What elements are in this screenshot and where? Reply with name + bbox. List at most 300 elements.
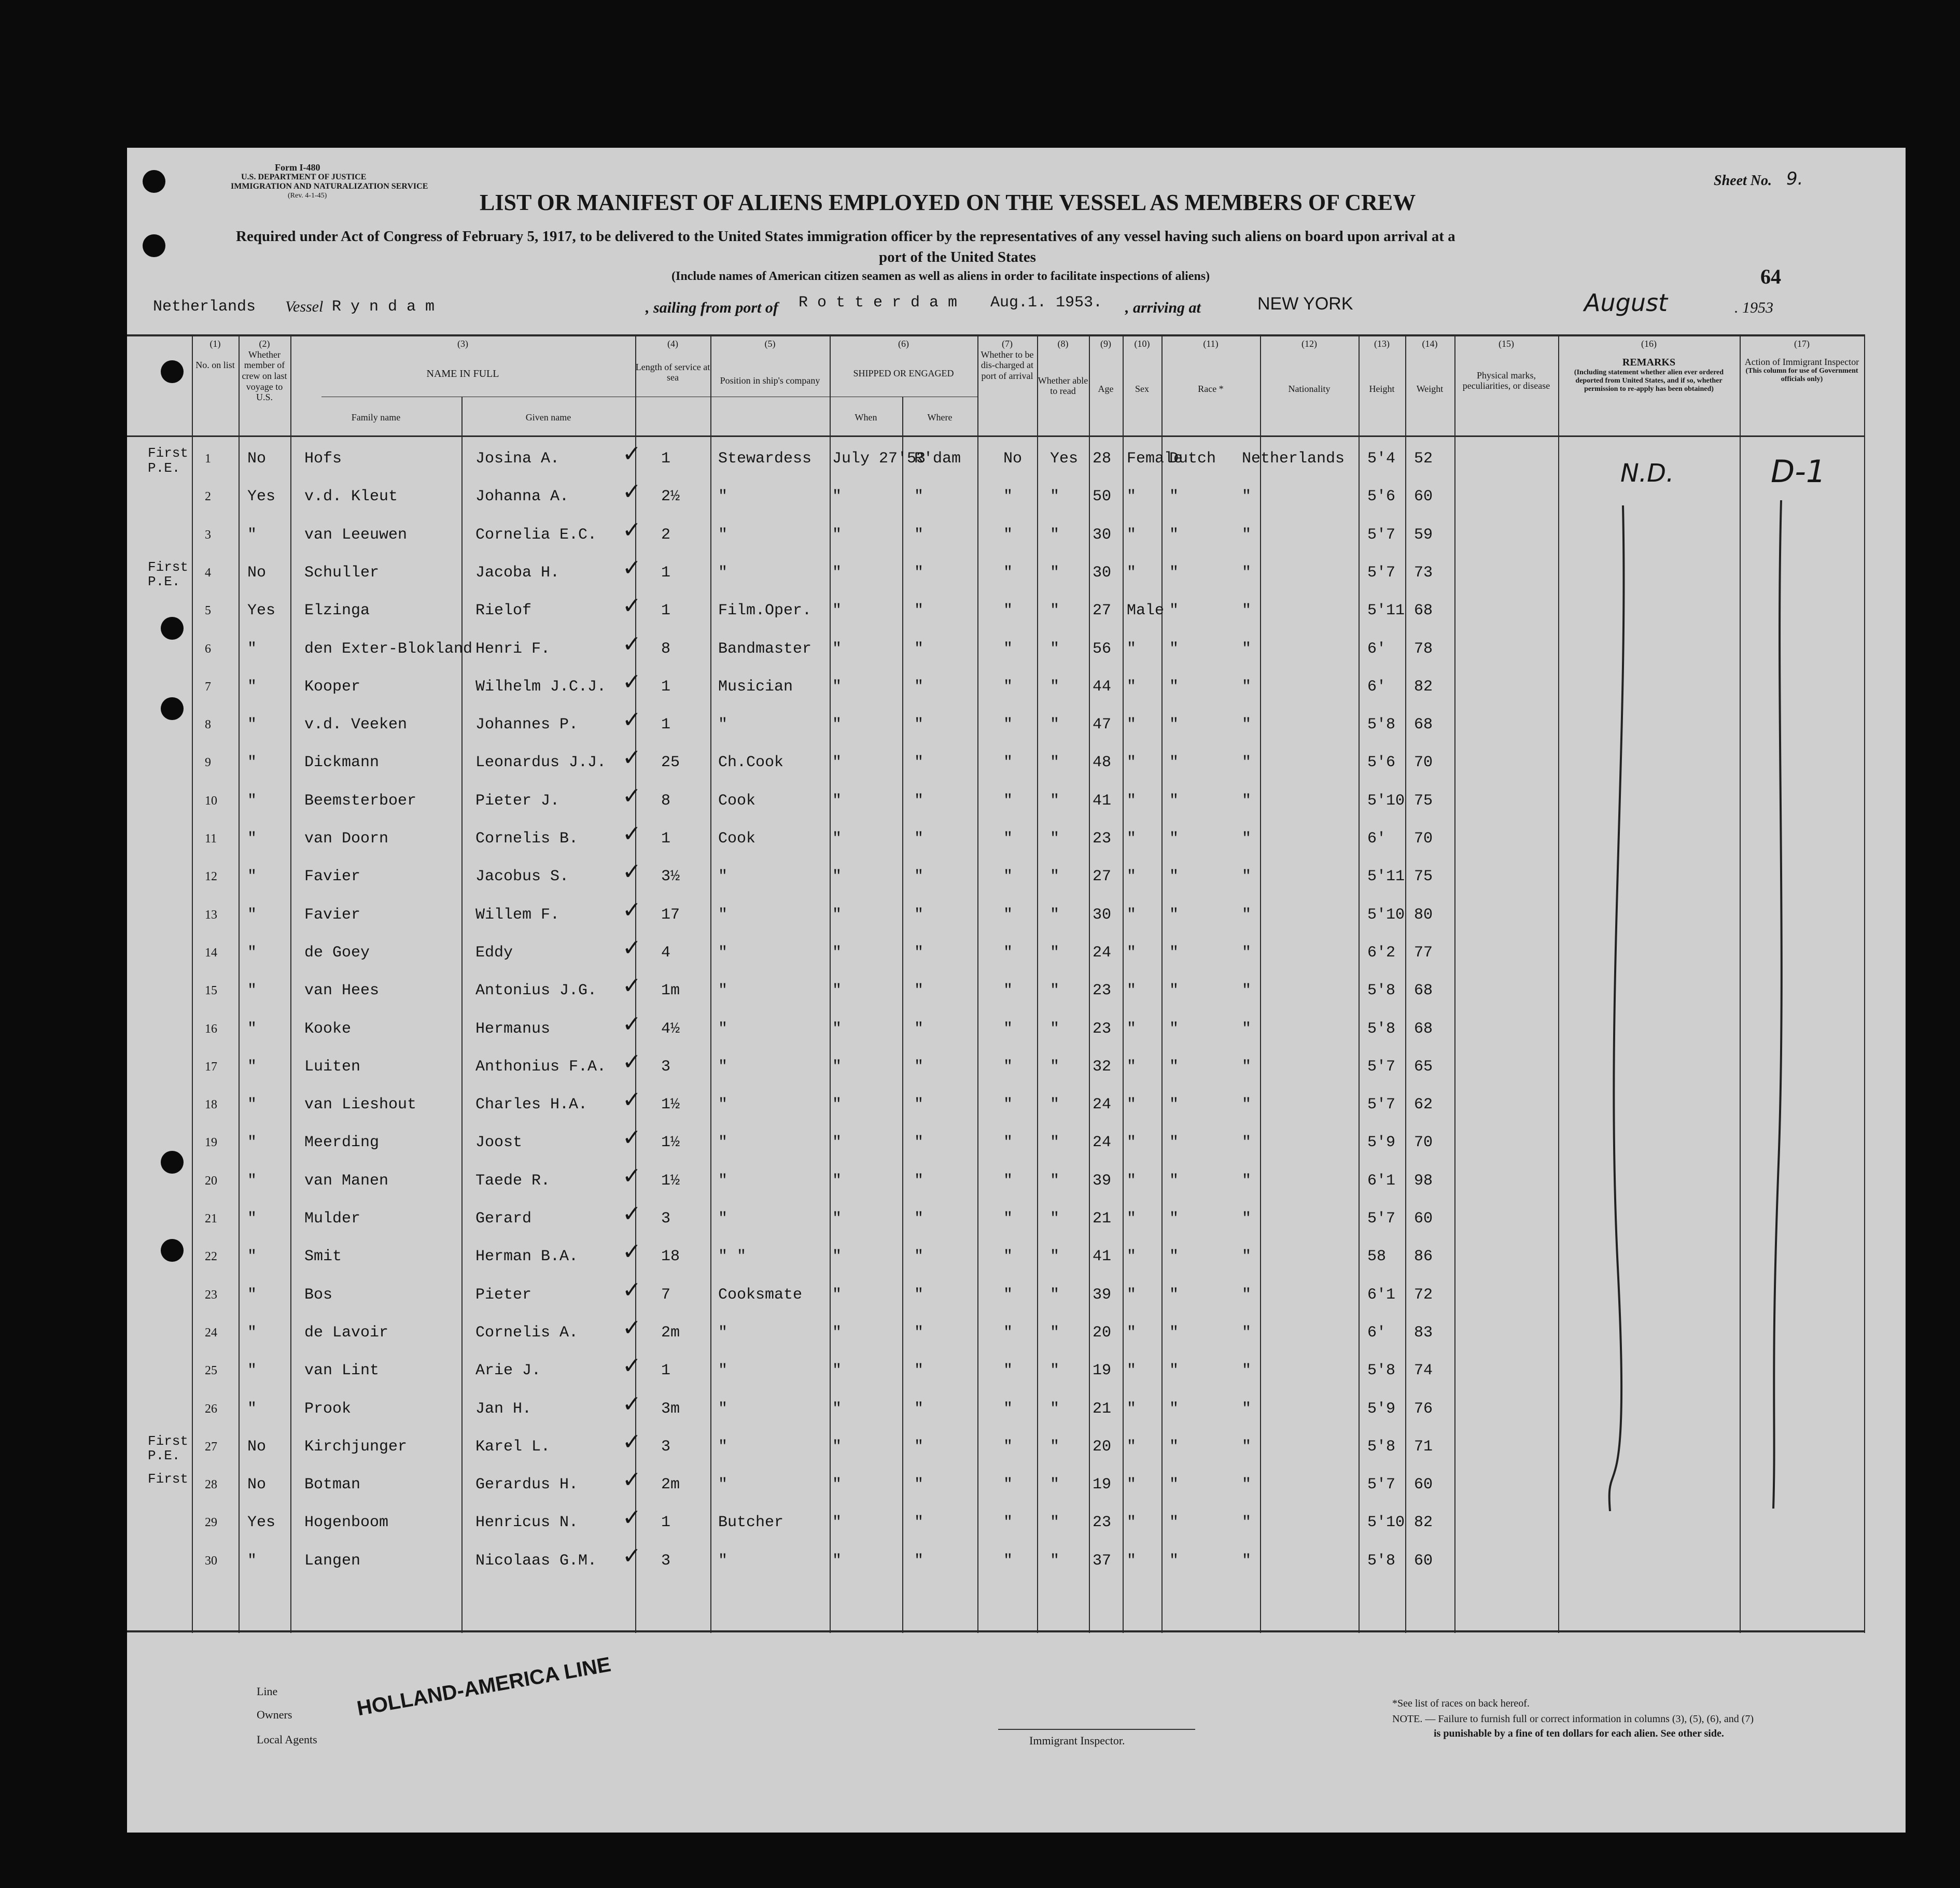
cell-read: " (1050, 1096, 1060, 1114)
cell-height: 6' (1367, 830, 1387, 848)
cell-height: 5'7 (1367, 526, 1396, 544)
col8-header: (8) Whether able to read (1038, 339, 1088, 397)
cell-given: Jacobus S. (475, 868, 569, 886)
col16-header: (16) REMARKS (Including statement whether alien ever ordered deported from United States, and if so, whether permission to re-apply has been obtained) (1574, 339, 1724, 393)
cell-position: " (718, 1210, 728, 1228)
cell-position: " (718, 1323, 728, 1342)
check-mark: ✓ (622, 1048, 641, 1075)
cell-last: No (247, 1476, 267, 1494)
cell-service: 1 (661, 563, 671, 582)
cell-disch: " (1003, 982, 1013, 1000)
cell-nat: " (1242, 640, 1252, 658)
check-mark: ✓ (622, 782, 641, 809)
cell-sex: " (1127, 678, 1137, 696)
cell-where: " (914, 943, 924, 962)
cell-age: 20 (1093, 1438, 1112, 1456)
cell-age: 41 (1093, 792, 1112, 810)
cell-age: 37 (1093, 1552, 1112, 1570)
cell-last: " (247, 1362, 257, 1380)
cell-age: 19 (1093, 1476, 1112, 1494)
cell-read: " (1050, 1514, 1060, 1532)
table-row (127, 1543, 1864, 1580)
cell-no: 11 (205, 832, 217, 846)
cell-last: " (247, 754, 257, 772)
cell-service: 1 (661, 716, 671, 734)
cell-position: " (718, 526, 728, 544)
cell-disch: " (1003, 906, 1013, 924)
cell-nat: " (1242, 1514, 1252, 1532)
cell-given: Henricus N. (475, 1514, 579, 1532)
cell-position: " (718, 1020, 728, 1038)
cell-where: " (914, 602, 924, 620)
departure-port: R o t t e r d a m (799, 294, 958, 312)
cell-age: 56 (1093, 640, 1112, 658)
form-subtitle: Required under Act of Congress of February 5, 1917, to be delivered to the United States immigration officer by the representatives of any vessel having such aliens on board upon arrival at a (236, 228, 1455, 245)
cell-last: " (247, 792, 257, 810)
cell-service: 3 (661, 1058, 671, 1076)
check-mark: ✓ (622, 1276, 641, 1303)
cell-nat: " (1242, 792, 1252, 810)
cell-age: 23 (1093, 1020, 1112, 1038)
remarks-handwritten: N.D. (1620, 459, 1674, 488)
cell-when: " (832, 1400, 842, 1418)
cell-no: 9 (205, 756, 211, 770)
cell-race: " (1169, 563, 1179, 582)
cell-last: " (247, 1248, 257, 1266)
cell-race: " (1169, 602, 1179, 620)
cell-when: " (832, 526, 842, 544)
cell-sex: " (1127, 1172, 1137, 1190)
cell-service: 1 (661, 830, 671, 848)
cell-disch: " (1003, 1514, 1013, 1532)
cell-no: 12 (205, 870, 217, 884)
check-mark: ✓ (622, 1238, 641, 1265)
cell-no: 30 (205, 1554, 217, 1568)
cell-no: 29 (205, 1516, 217, 1530)
cell-when: " (832, 1323, 842, 1342)
cell-weight: 60 (1414, 1476, 1433, 1494)
cell-service: 3m (661, 1400, 680, 1418)
cell-race: Dutch (1169, 450, 1216, 468)
cell-sex: " (1127, 1248, 1137, 1266)
cell-service: 7 (661, 1286, 671, 1304)
cell-disch: " (1003, 1134, 1013, 1152)
cell-height: 5'8 (1367, 1362, 1396, 1380)
cell-height: 5'6 (1367, 754, 1396, 772)
cell-given: Henri F. (475, 640, 551, 658)
cell-weight: 73 (1414, 563, 1433, 582)
cell-given: Pieter J. (475, 792, 560, 810)
cell-age: 27 (1093, 602, 1112, 620)
penalty-note: NOTE. — Failure to furnish full or correct information in columns (3), (5), (6), and (7) (1392, 1713, 1754, 1725)
cell-position: " (718, 1438, 728, 1456)
cell-given: Charles H.A. (475, 1096, 588, 1114)
cell-given: Anthonius F.A. (475, 1058, 607, 1076)
cell-read: " (1050, 1476, 1060, 1494)
cell-service: 17 (661, 906, 680, 924)
cell-when: " (832, 1058, 842, 1076)
cell-last: " (247, 1210, 257, 1228)
cell-sex: " (1127, 792, 1137, 810)
cell-age: 24 (1093, 1096, 1112, 1114)
cell-age: 47 (1093, 716, 1112, 734)
sheet-number-label: Sheet No. (1714, 173, 1772, 189)
cell-no: 23 (205, 1288, 217, 1302)
check-mark: ✓ (622, 821, 641, 847)
cell-disch: " (1003, 488, 1013, 506)
cell-service: 1 (661, 450, 671, 468)
cell-last: " (247, 716, 257, 734)
cell-service: 18 (661, 1248, 680, 1266)
cell-where: " (914, 1476, 924, 1494)
cell-weight: 75 (1414, 792, 1433, 810)
cell-given: Cornelis B. (475, 830, 579, 848)
cell-when: " (832, 1438, 842, 1456)
col7-header: (7) Whether to be dis-charged at port of arrival (981, 339, 1034, 382)
cell-height: 5'9 (1367, 1134, 1396, 1152)
cell-family: den Exter-Blokland (304, 640, 473, 658)
cell-race: " (1169, 1552, 1179, 1570)
cell-where: " (914, 563, 924, 582)
cell-service: 1 (661, 1362, 671, 1380)
cell-service: 1½ (661, 1172, 680, 1190)
cell-given: Gerardus H. (475, 1476, 579, 1494)
cell-family: Kooper (304, 678, 361, 696)
cell-race: " (1169, 1400, 1179, 1418)
arrival-port: NEW YORK (1257, 294, 1353, 314)
cell-height: 5'10 (1367, 906, 1405, 924)
cell-age: 50 (1093, 488, 1112, 506)
cell-height: 5'7 (1367, 1476, 1396, 1494)
punch-hole (161, 1151, 184, 1174)
cell-no: 10 (205, 794, 217, 808)
cell-race: " (1169, 792, 1179, 810)
cell-given: Leonardus J.J. (475, 754, 607, 772)
cell-read: " (1050, 754, 1060, 772)
cell-race: " (1169, 868, 1179, 886)
cell-position: " (718, 1552, 728, 1570)
cell-given: Arie J. (475, 1362, 541, 1380)
cell-where: " (914, 1134, 924, 1152)
cell-where: " (914, 1248, 924, 1266)
row-margin-note: First P.E. (148, 1433, 189, 1464)
cell-sex: " (1127, 1362, 1137, 1380)
col6-when-header: When (855, 412, 877, 422)
cell-race: " (1169, 830, 1179, 848)
cell-family: Favier (304, 906, 361, 924)
cell-given: Karel L. (475, 1438, 551, 1456)
cell-read: " (1050, 716, 1060, 734)
punch-hole (143, 234, 165, 257)
cell-nat: " (1242, 1020, 1252, 1038)
col15-header: (15) Physical marks, peculiarities, or disease (1462, 339, 1550, 391)
cell-nat: " (1242, 1210, 1252, 1228)
cell-height: 58 (1367, 1248, 1387, 1266)
col3-family-header: Family name (351, 412, 401, 422)
cell-age: 23 (1093, 982, 1112, 1000)
cell-last: Yes (247, 488, 276, 506)
check-mark: ✓ (622, 1504, 641, 1531)
cell-where: " (914, 678, 924, 696)
cell-no: 2 (205, 490, 211, 504)
form-number: Form I-480 (275, 162, 320, 173)
col6-where-header: Where (927, 412, 953, 422)
cell-read: " (1050, 678, 1060, 696)
cell-age: 44 (1093, 678, 1112, 696)
cell-race: " (1169, 943, 1179, 962)
cell-nat: " (1242, 678, 1252, 696)
cell-service: 1m (661, 982, 680, 1000)
cell-last: " (247, 830, 257, 848)
cell-sex: " (1127, 488, 1137, 506)
cell-service: 1 (661, 1514, 671, 1532)
check-mark: ✓ (622, 1124, 641, 1151)
cell-position: " (718, 906, 728, 924)
cell-sex: " (1127, 1400, 1137, 1418)
cell-no: 19 (205, 1136, 217, 1150)
cell-service: 3 (661, 1438, 671, 1456)
cell-family: de Lavoir (304, 1323, 389, 1342)
form-subtitle-2: port of the United States (879, 249, 1036, 265)
cell-sex: " (1127, 1058, 1137, 1076)
check-mark: ✓ (622, 630, 641, 657)
vessel-name: R y n d a m (332, 298, 435, 316)
line-stamp: HOLLAND-AMERICA LINE (355, 1653, 613, 1721)
cell-age: 20 (1093, 1323, 1112, 1342)
cell-height: 5'7 (1367, 1210, 1396, 1228)
cell-family: Botman (304, 1476, 361, 1494)
cell-family: Kooke (304, 1020, 352, 1038)
check-mark: ✓ (622, 478, 641, 505)
cell-when: " (832, 1286, 842, 1304)
cell-service: 1 (661, 678, 671, 696)
cell-read: " (1050, 982, 1060, 1000)
cell-height: 5'10 (1367, 1514, 1405, 1532)
check-mark: ✓ (622, 1162, 641, 1189)
cell-family: van Leeuwen (304, 526, 408, 544)
cell-height: 5'9 (1367, 1400, 1396, 1418)
cell-last: No (247, 450, 267, 468)
cell-family: v.d. Kleut (304, 488, 398, 506)
col1-header: (1) No. on list (195, 339, 235, 370)
cell-race: " (1169, 1286, 1179, 1304)
cell-sex: " (1127, 1438, 1137, 1456)
cell-family: Prook (304, 1400, 352, 1418)
cell-when: " (832, 754, 842, 772)
cell-height: 5'7 (1367, 1096, 1396, 1114)
cell-family: Meerding (304, 1134, 380, 1152)
cell-where: " (914, 1210, 924, 1228)
cell-where: " (914, 754, 924, 772)
cell-read: " (1050, 1362, 1060, 1380)
cell-height: 6' (1367, 1323, 1387, 1342)
cell-where: " (914, 1323, 924, 1342)
cell-nat: " (1242, 1248, 1252, 1266)
check-mark: ✓ (622, 1201, 641, 1227)
arriving-label: , arriving at (1125, 299, 1201, 316)
cell-height: 5'8 (1367, 1020, 1396, 1038)
cell-disch: " (1003, 943, 1013, 962)
cell-where: " (914, 1020, 924, 1038)
col13-header: (13) Height (1369, 339, 1395, 394)
check-mark: ✓ (622, 1087, 641, 1114)
cell-sex: " (1127, 1096, 1137, 1114)
cell-position: " (718, 1058, 728, 1076)
cell-last: No (247, 1438, 267, 1456)
inspector-signature-label: Immigrant Inspector. (1029, 1734, 1125, 1747)
cell-age: 48 (1093, 754, 1112, 772)
cell-family: Favier (304, 868, 361, 886)
cell-height: 6' (1367, 640, 1387, 658)
cell-race: " (1169, 1514, 1179, 1532)
row-margin-note: First P.E. (148, 559, 189, 590)
manifest-sheet (127, 148, 1906, 1833)
cell-given: Willem F. (475, 906, 560, 924)
check-mark: ✓ (622, 516, 641, 543)
cell-disch: " (1003, 1552, 1013, 1570)
cell-position: " (718, 1096, 728, 1114)
cell-disch: " (1003, 1286, 1013, 1304)
cell-given: Cornelia E.C. (475, 526, 597, 544)
cell-no: 4 (205, 566, 211, 580)
cell-disch: " (1003, 1058, 1013, 1076)
cell-race: " (1169, 1362, 1179, 1380)
ditto-lines (1558, 490, 1864, 1527)
cell-disch: " (1003, 716, 1013, 734)
cell-service: 3 (661, 1552, 671, 1570)
cell-last: " (247, 526, 257, 544)
cell-last: " (247, 1552, 257, 1570)
cell-disch: " (1003, 868, 1013, 886)
cell-nat: " (1242, 1552, 1252, 1570)
cell-age: 39 (1093, 1172, 1112, 1190)
cell-disch: " (1003, 1210, 1013, 1228)
cell-family: van Lieshout (304, 1096, 417, 1114)
cell-no: 5 (205, 604, 211, 618)
cell-height: 6'1 (1367, 1286, 1396, 1304)
cell-when: " (832, 716, 842, 734)
check-mark: ✓ (622, 593, 641, 619)
cell-weight: 80 (1414, 906, 1433, 924)
cell-where: " (914, 1552, 924, 1570)
cell-read: " (1050, 906, 1060, 924)
cell-read: " (1050, 1210, 1060, 1228)
cell-weight: 70 (1414, 754, 1433, 772)
cell-position: " (718, 488, 728, 506)
cell-service: 4 (661, 943, 671, 962)
cell-disch: " (1003, 526, 1013, 544)
cell-family: Hogenboom (304, 1514, 389, 1532)
sheet-number: 9. (1786, 168, 1803, 189)
cell-no: 27 (205, 1440, 217, 1454)
cell-weight: 68 (1414, 602, 1433, 620)
check-mark: ✓ (622, 896, 641, 923)
cell-height: 5'8 (1367, 1552, 1396, 1570)
cell-when: " (832, 678, 842, 696)
cell-read: " (1050, 526, 1060, 544)
form-revision: (Rev. 4-1-45) (288, 192, 327, 200)
cell-read: " (1050, 640, 1060, 658)
cell-when: " (832, 1552, 842, 1570)
cell-last: " (247, 1096, 257, 1114)
punch-hole (161, 617, 184, 640)
cell-service: 2½ (661, 488, 680, 506)
cell-no: 13 (205, 908, 217, 922)
cell-weight: 98 (1414, 1172, 1433, 1190)
cell-family: de Goey (304, 943, 370, 962)
cell-position: " (718, 1172, 728, 1190)
cell-given: Wilhelm J.C.J. (475, 678, 607, 696)
cell-disch: " (1003, 1438, 1013, 1456)
cell-when: " (832, 640, 842, 658)
cell-no: 20 (205, 1174, 217, 1188)
cell-disch: " (1003, 602, 1013, 620)
cell-position: " (718, 1362, 728, 1380)
cell-service: 8 (661, 640, 671, 658)
col4-header: (4) Length of service at sea (635, 339, 710, 383)
cell-height: 5'8 (1367, 982, 1396, 1000)
cell-height: 6'1 (1367, 1172, 1396, 1190)
punch-hole (161, 360, 184, 383)
cell-read: " (1050, 1438, 1060, 1456)
cell-sex: " (1127, 982, 1137, 1000)
cell-given: Antonius J.G. (475, 982, 597, 1000)
cell-disch: " (1003, 1172, 1013, 1190)
cell-family: Elzinga (304, 602, 370, 620)
cell-age: 21 (1093, 1400, 1112, 1418)
cell-family: van Manen (304, 1172, 389, 1190)
cell-sex: " (1127, 526, 1137, 544)
punch-hole (161, 697, 184, 720)
col14-header: (14) Weight (1416, 339, 1444, 394)
cell-nat: " (1242, 1172, 1252, 1190)
cell-sex: " (1127, 943, 1137, 962)
cell-last: " (247, 982, 257, 1000)
cell-where: " (914, 792, 924, 810)
cell-age: 23 (1093, 1514, 1112, 1532)
cell-height: 5'6 (1367, 488, 1396, 506)
department: U.S. DEPARTMENT OF JUSTICE (241, 173, 367, 181)
cell-last: " (247, 640, 257, 658)
punch-hole (161, 1239, 184, 1262)
cell-race: " (1169, 1020, 1179, 1038)
cell-sex: " (1127, 563, 1137, 582)
cell-service: 3 (661, 1210, 671, 1228)
cell-nat: " (1242, 1058, 1252, 1076)
cell-no: 8 (205, 718, 211, 732)
cell-last: " (247, 678, 257, 696)
cell-no: 16 (205, 1022, 217, 1036)
cell-read: " (1050, 830, 1060, 848)
cell-when: " (832, 1020, 842, 1038)
cell-race: " (1169, 1476, 1179, 1494)
check-mark: ✓ (622, 934, 641, 961)
check-mark: ✓ (622, 1314, 641, 1341)
arrival-month: August (1584, 289, 1668, 317)
cell-position: Ch.Cook (718, 754, 784, 772)
cell-position: " (718, 982, 728, 1000)
cell-sex: " (1127, 716, 1137, 734)
check-mark: ✓ (622, 554, 641, 581)
cell-given: Johannes P. (475, 716, 579, 734)
check-mark: ✓ (622, 744, 641, 771)
cell-nat: " (1242, 563, 1252, 582)
cell-family: Luiten (304, 1058, 361, 1076)
sailing-label: , sailing from port of (646, 299, 778, 316)
cell-position: Film.Oper. (718, 602, 812, 620)
cell-service: 1 (661, 602, 671, 620)
cell-weight: 65 (1414, 1058, 1433, 1076)
